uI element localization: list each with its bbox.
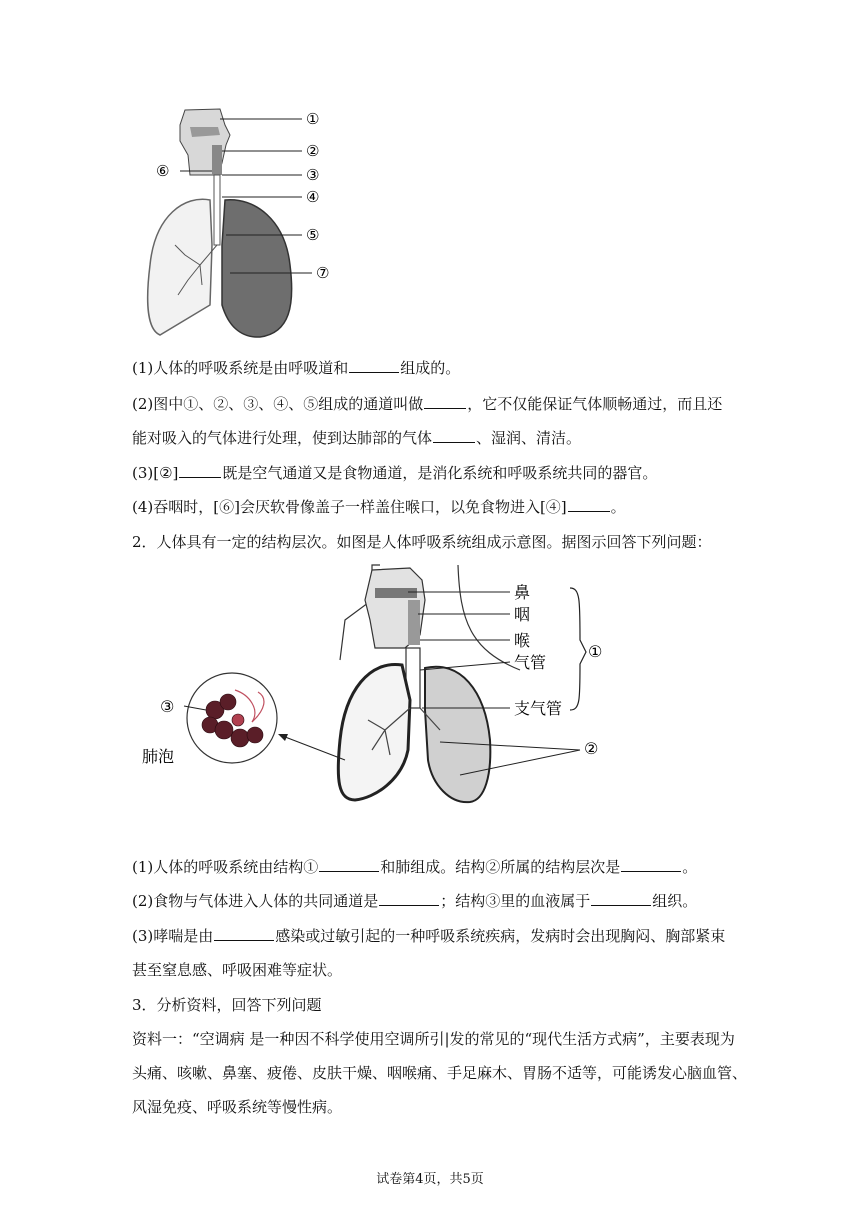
body-outline [340,565,520,670]
q1-part2-line2: 能对吸入的气体进行处理，使到达肺部的气体 、湿润、清洁。 [132,429,582,447]
label-5: ⑤ [306,226,320,244]
page-footer: 试卷第4页，共5页 [376,1172,484,1187]
bracket-shape [570,588,586,710]
answer-blank[interactable] [591,890,651,906]
throat-shape [408,600,420,645]
q1-part3: (3)[②] 既是空气通道又是食物通道，是消化系统和呼吸系统共同的器官。 [132,464,658,482]
label-2: ② [306,142,320,160]
label-4: ④ [306,188,320,206]
answer-blank[interactable] [568,496,610,512]
label-number-3: ③ [160,697,175,716]
answer-blank[interactable] [179,462,221,478]
q3-title: 3．分析资料，回答下列问题 [132,996,322,1014]
q2-part2: (2)食物与气体进入人体的共同通道是 ；结构③里的血液属于 组织。 [132,892,698,910]
alveoli-zoom-circle [187,673,277,763]
label-bronchus: 支气管 [514,699,563,718]
label-alveoli: 肺泡 [142,747,175,766]
left-lung-shape [148,199,212,335]
answer-blank[interactable] [214,925,274,941]
q1-part1: (1)人体的呼吸系统是由呼吸道和 组成的。 [132,359,461,377]
q2-part3-line1: (3)哮喘是由 感染或过敏引起的一种呼吸系统疾病，发病时会出现胸闷、胸部紧束 [132,927,726,945]
label-3: ③ [306,166,320,184]
left-lung-shape [338,664,410,800]
answer-blank[interactable] [424,393,466,409]
answer-blank[interactable] [349,357,399,373]
q1-part2-line1: (2)图中①、②、③、④、⑤组成的通道叫做 ，它不仅能保证气体顺畅通过，而且还 [132,395,723,413]
larynx-shape [212,145,222,175]
label-number-2: ② [584,739,599,758]
q2-title: 2．人体具有一定的结构层次。如图是人体呼吸系统组成示意图。据图示回答下列问题： [132,533,712,551]
figure-respiratory-system-1 [130,105,360,340]
label-trachea: 气管 [514,653,547,672]
label-1: ① [306,110,320,128]
q2-part1: (1)人体的呼吸系统由结构① 和肺组成。结构②所属的结构层次是 。 [132,858,698,876]
answer-blank[interactable] [621,856,681,872]
label-7: ⑦ [316,264,330,282]
figure-respiratory-system-2 [140,560,620,810]
label-nose: 鼻 [514,583,531,602]
q3-material-line3: 风湿免疫、呼吸系统等慢性病。 [132,1098,343,1116]
q3-material-line2: 头痛、咳嗽、鼻塞、疲倦、皮肤干燥、咽喉痛、手足麻木、胃肠不适等，可能诱发心脑血管、 [132,1064,748,1082]
answer-blank[interactable] [433,427,475,443]
label-number-1: ① [588,642,603,661]
right-lung-shape [222,200,292,337]
q2-part3-line2: 甚至窒息感、呼吸困难等症状。 [132,961,343,979]
trachea-shape [214,175,220,245]
label-pharynx: 咽 [514,605,531,624]
answer-blank[interactable] [319,856,379,872]
label-6: ⑥ [156,162,170,180]
q3-material-line1: 资料一：“空调病 是一种因不科学使用空调所引|发的常见的“现代生活方式病”，主要表现为 [132,1030,735,1048]
label-larynx: 喉 [514,631,531,650]
q1-part4: (4)吞咽时，[⑥]会厌软骨像盖子一样盖住喉口，以免食物进入[④] 。 [132,498,626,516]
nasal-shape [375,588,417,598]
arrow-head [278,734,288,741]
answer-blank[interactable] [379,890,439,906]
right-lung-shape [425,667,490,802]
